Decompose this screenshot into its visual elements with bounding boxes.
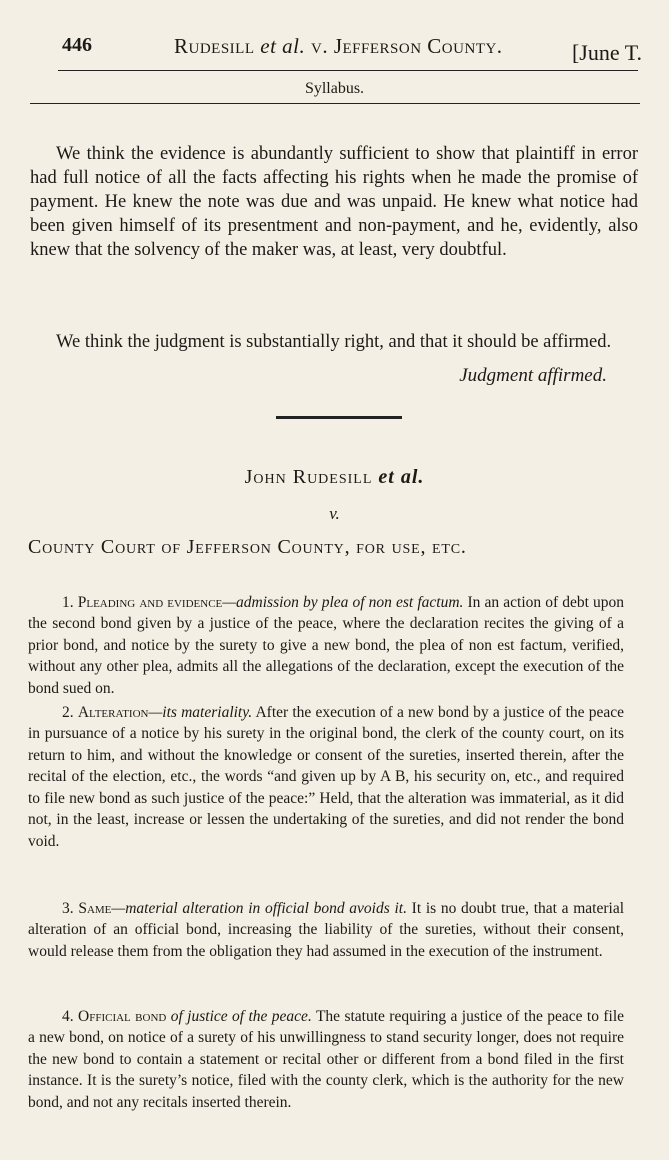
headnote-number: 3. bbox=[62, 899, 74, 917]
header-rule bbox=[58, 70, 638, 71]
plaintiff-etal: et al. bbox=[378, 466, 425, 488]
case-divider bbox=[276, 416, 402, 419]
headnote-number: 1. bbox=[62, 593, 74, 611]
opinion-paragraph: We think the evidence is abundantly sufficient to show that plaintiff in error had full notice of all the facts affecting his rights when he made the promise of payment. He knew the note was due and was unpaid. He knew what notice had been given himself of its presentment and non-payment, and he, evidently, also knew that the solvency of the maker was, at least, very doubtful. bbox=[30, 143, 638, 260]
running-header bbox=[62, 34, 642, 68]
judgment-line: Judgment affirmed. bbox=[459, 365, 607, 386]
headnote-text: In an action of debt upon the second bond given by a justice of the peace, where the declaration recites the giving of a prior bond, and notice by the surety to give a new bond, the plea of non est factum, verified, without any other plea, admits all the allegations of the declaration, except the execution of the bond sued on. bbox=[28, 593, 625, 697]
headnote bbox=[28, 702, 624, 853]
plaintiff-name: John Rudesill bbox=[244, 466, 373, 488]
headnote-label: Official bond bbox=[78, 1007, 167, 1025]
running-title-rest: v. Jefferson County. bbox=[311, 34, 503, 58]
headnote-label: Alteration bbox=[77, 703, 149, 721]
headnote-text: It is no doubt true, that a material alteration of an official bond, increasing the liability of the sureties, without their consent, would release them from the obligation they had assumed in the execution of the instrument. bbox=[28, 899, 625, 960]
headnote-label: Same bbox=[78, 899, 112, 917]
section-rule bbox=[30, 103, 640, 104]
headnote bbox=[28, 898, 624, 963]
case-defendant: County Court of Jefferson County, for use, etc. bbox=[28, 536, 467, 558]
case-versus: v. bbox=[329, 504, 340, 523]
running-title-etal: et al. bbox=[260, 34, 306, 58]
headnote-label: Pleading and evidence bbox=[77, 593, 223, 611]
page-number: 446 bbox=[62, 34, 92, 56]
headnote-subject: of justice of the peace. bbox=[170, 1007, 312, 1025]
headnote-subject: —its materiality. bbox=[148, 703, 253, 721]
running-title-lead: Rudesill bbox=[174, 34, 255, 58]
headnote-subject: —material alteration in official bond avoids it. bbox=[111, 899, 407, 917]
term-label: [June T. bbox=[571, 40, 642, 65]
opinion-paragraph: We think the judgment is substantially right, and that it should be affirmed. bbox=[56, 331, 612, 352]
headnote-subject: —admission by plea of non est factum. bbox=[222, 593, 464, 611]
case-plaintiff bbox=[0, 466, 669, 489]
headnote-number: 2. bbox=[62, 703, 74, 721]
headnote bbox=[28, 592, 624, 700]
headnote-text: The statute requiring a justice of the peace to file a new bond, on notice of a surety of his unwillingness to stand security longer, does not require the new bond to contain a statement or recital other or different from a bond filed in the first instance. It is the surety’s notice, filed with the county clerk, which is the authority for the new bond, and not any recitals inserted therein. bbox=[28, 1007, 625, 1111]
headnote bbox=[28, 1006, 624, 1114]
headnote-number: 4. bbox=[62, 1007, 74, 1025]
section-label: Syllabus. bbox=[304, 80, 365, 97]
running-title bbox=[174, 34, 503, 59]
headnote-text: After the execution of a new bond by a justice of the peace in pursuance of a notice by his surety in the original bond, the clerk of the county court, on its return to him, and without the knowledge or consent of the sureties, inserted therein, after the recital of the election, etc., the words “and given up by A B, his security on, etc., and required to file new bond as such justice of the peace:” Held, that the alteration was immaterial, as it did not, in the least, increase or lessen the undertaking of the sureties, and did not render the bond void. bbox=[28, 703, 625, 850]
